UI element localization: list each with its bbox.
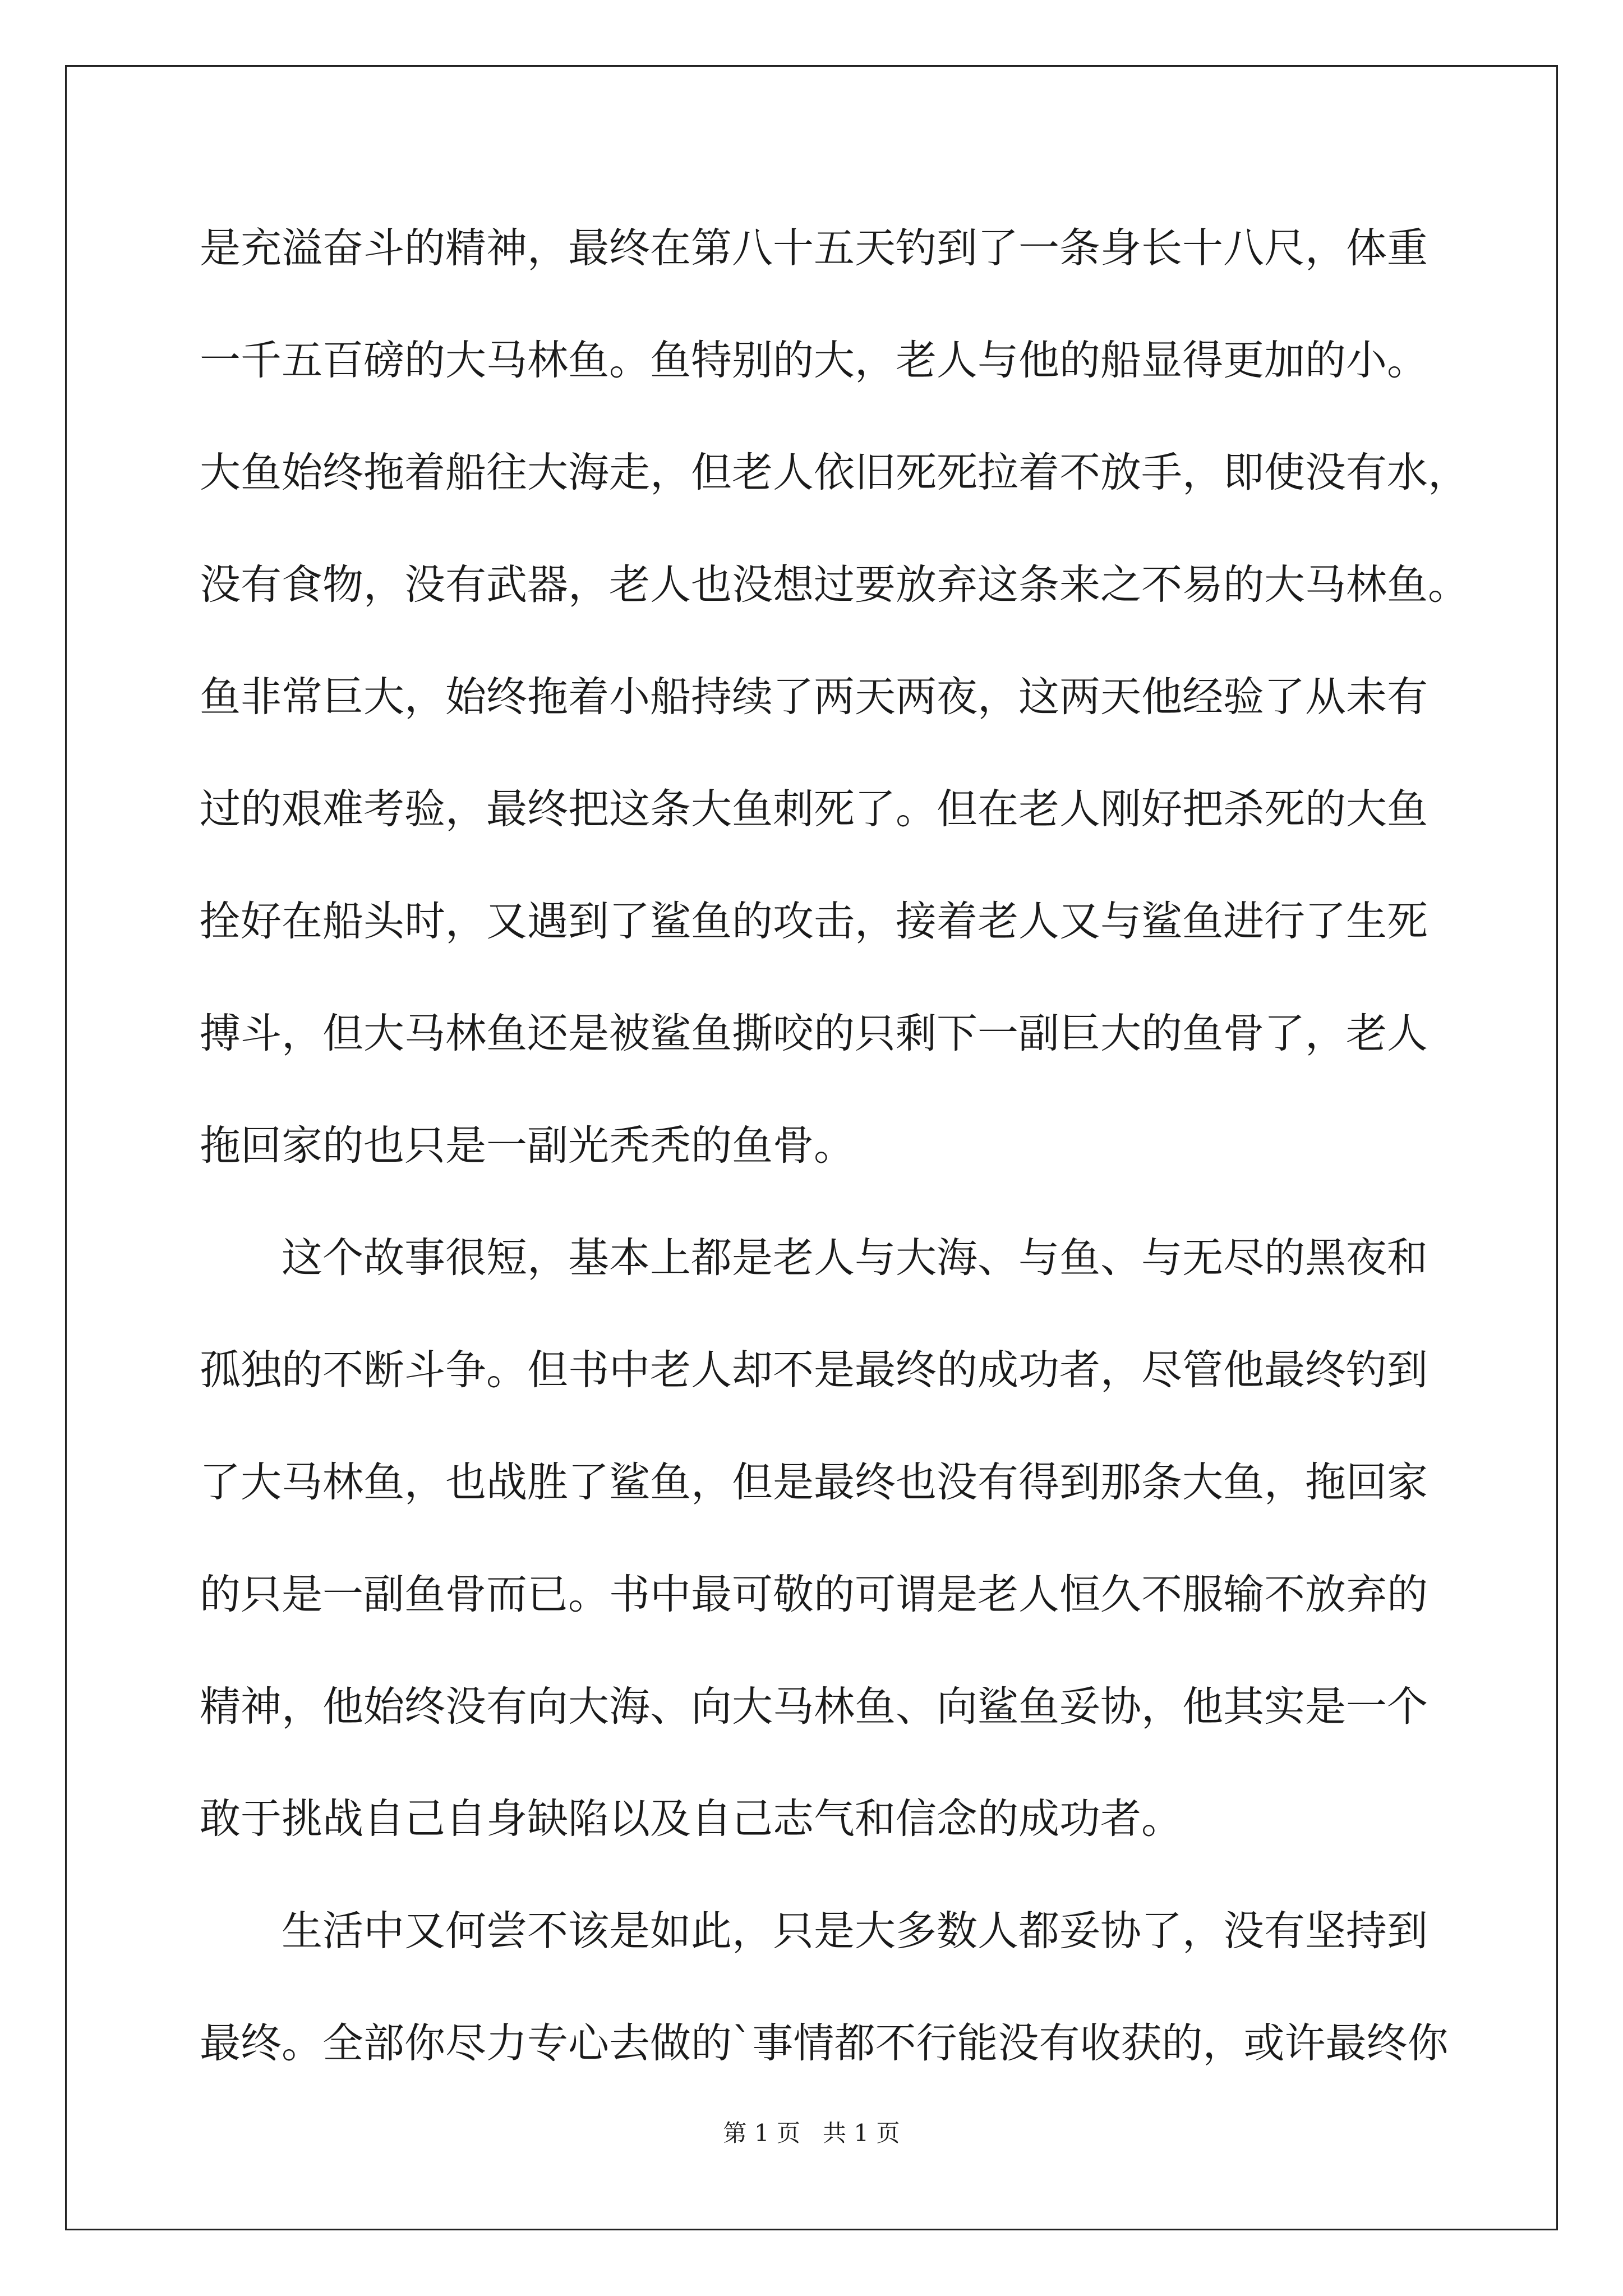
text-line: 了大马林鱼，也战胜了鲨鱼，但是最终也没有得到那条大鱼，拖回家: [200, 1458, 1428, 1506]
text-line: 拖回家的也只是一副光秃秃的鱼骨。: [200, 1122, 855, 1170]
text-line: 拴好在船头时，又遇到了鲨鱼的攻击，接着老人又与鲨鱼进行了生死: [200, 898, 1428, 945]
text-line: 没有食物，没有武器，老人也没想过要放弃这条来之不易的大马林鱼。: [200, 561, 1469, 609]
text-line: 是充溢奋斗的精神，最终在第八十五天钓到了一条身长十八尺，体重: [200, 224, 1428, 272]
text-line: 敢于挑战自己自身缺陷以及自己志气和信念的成功者。: [200, 1795, 1182, 1843]
text-line: 大鱼始终拖着船往大海走，但老人依旧死死拉着不放手，即使没有水，: [200, 449, 1469, 496]
page-total: 共 1 页: [823, 2119, 900, 2147]
page-number: 第 1 页: [723, 2119, 800, 2147]
text-line: 过的艰难考验，最终把这条大鱼刺死了。但在老人刚好把杀死的大鱼: [200, 785, 1428, 833]
text-line: 搏斗，但大马林鱼还是被鲨鱼撕咬的只剩下一副巨大的鱼骨了，老人: [200, 1010, 1428, 1057]
text-line: 这个故事很短，基本上都是老人与大海、与鱼、与无尽的黑夜和: [282, 1234, 1428, 1282]
body-text: [200, 218, 1469, 2125]
page-footer: [0, 2115, 1623, 2148]
text-line: 孤独的不断斗争。但书中老人却不是最终的成功者，尽管他最终钓到: [200, 1346, 1428, 1394]
text-line: 最终。全部你尽力专心去做的`事情都不行能没有收获的，或许最终你: [200, 2019, 1449, 2067]
text-line: 生活中又何尝不该是如此，只是大多数人都妥协了，没有坚持到: [282, 1907, 1428, 1955]
text-line: 的只是一副鱼骨而已。书中最可敬的可谓是老人恒久不服输不放弃的: [200, 1571, 1428, 1618]
text-line: 鱼非常巨大，始终拖着小船持续了两天两夜，这两天他经验了从未有: [200, 673, 1428, 721]
text-line: 一千五百磅的大马林鱼。鱼特别的大，老人与他的船显得更加的小。: [200, 337, 1428, 384]
text-line: 精神，他始终没有向大海、向大马林鱼、向鲨鱼妥协，他其实是一个: [200, 1683, 1428, 1731]
footer-gap: [800, 2119, 823, 2147]
